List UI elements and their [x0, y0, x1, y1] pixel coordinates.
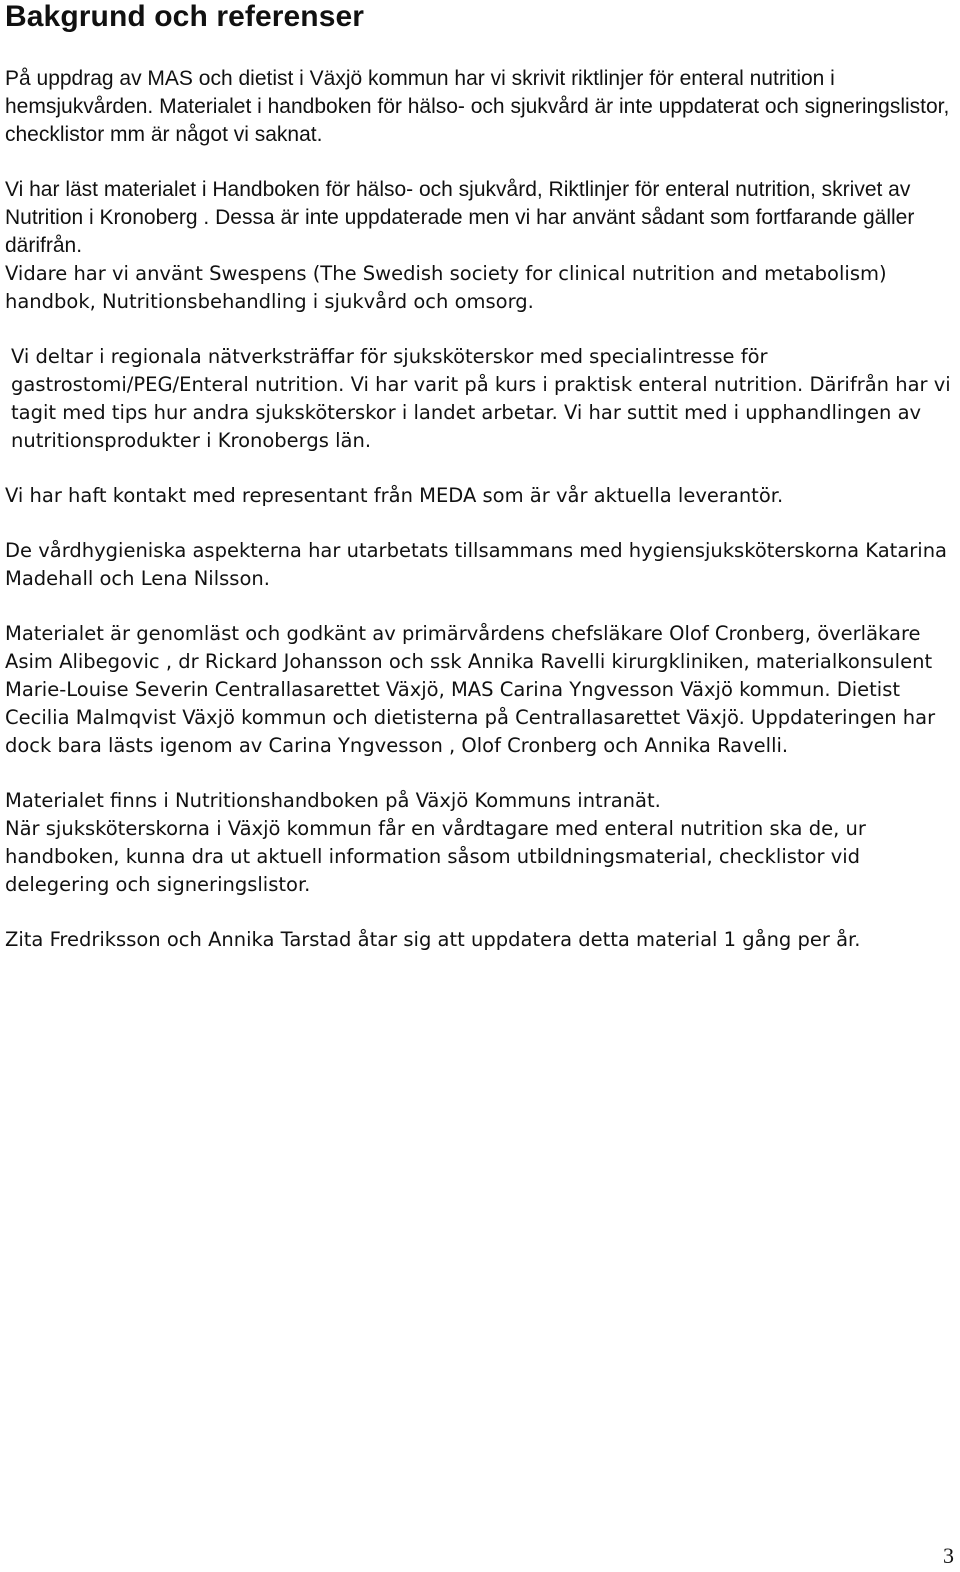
section-heading: Bakgrund och referenser: [5, 0, 365, 33]
document-page: [5, 0, 957, 954]
paragraph-hygiene: De vårdhygieniska aspekterna har utarbetats tillsammans med hygiensjuksköterskorna Katarina Madehall och Lena Nilsson.: [5, 539, 948, 590]
paragraph-intranet: Materialet finns i Nutritionshandboken på Växjö Kommuns intranät.: [5, 789, 661, 812]
paragraph-handbook-read: Vi har läst materialet i Handboken för hälso- och sjukvård, Riktlinjer för enteral nutrition, skrivet av Nutrition i Kronoberg . Dessa är inte uppdaterade men vi har använt sådant som fortfarande gäller därifrån.: [5, 178, 915, 257]
paragraph-network: Vi deltar i regionala nätverksträffar för sjuksköterskor med specialintresse för gastrostomi/PEG/Enteral nutrition. Vi har varit på kurs i praktisk enteral nutrition. Därifrån har vi tagit med tips hur andra sjuksköterskor i landet arbetar. Vi har suttit med i upphandlingen av nutritionsprodukter i Kronobergs län.: [11, 345, 951, 452]
paragraph-meda-contact: Vi har haft kontakt med representant från MEDA som är vår aktuella leverantör.: [5, 484, 784, 507]
page-number: 3: [943, 1543, 954, 1568]
paragraph-nurse-usage: När sjuksköterskorna i Växjö kommun får en vårdtagare med enteral nutrition ska de, ur handboken, kunna dra ut aktuell information såsom utbildningsmaterial, checklistor vid delegering och signeringslistor.: [5, 817, 866, 896]
paragraph-swespen: Vidare har vi använt Swespens (The Swedish society for clinical nutrition and metabolism) handbok, Nutritionsbehandling i sjukvård och omsorg.: [5, 262, 887, 313]
paragraph-approval: Materialet är genomläst och godkänt av primärvårdens chefsläkare Olof Cronberg, överläkare Asim Alibegovic , dr Rickard Johansson och ssk Annika Ravelli kirurgkliniken, materialkonsulent Marie-Louise Severin Centrallasarettet Växjö, MAS Carina Yngvesson Växjö kommun. Dietist Cecilia Malmqvist Växjö kommun och dietisterna på Centrallasarettet Växjö. Uppdateringen har dock bara lästs igenom av Carina Yngvesson , Olof Cronberg och Annika Ravelli.: [5, 622, 936, 757]
paragraph-assignment: På uppdrag av MAS och dietist i Växjö kommun har vi skrivit riktlinjer för enteral nutrition i hemsjukvården. Materialet i handboken för hälso- och sjukvård är inte uppdaterat och signeringslistor, checklistor mm är något vi saknat.: [5, 67, 950, 146]
paragraph-update-responsibility: Zita Fredriksson och Annika Tarstad åtar sig att uppdatera detta material 1 gång per år.: [5, 928, 861, 951]
